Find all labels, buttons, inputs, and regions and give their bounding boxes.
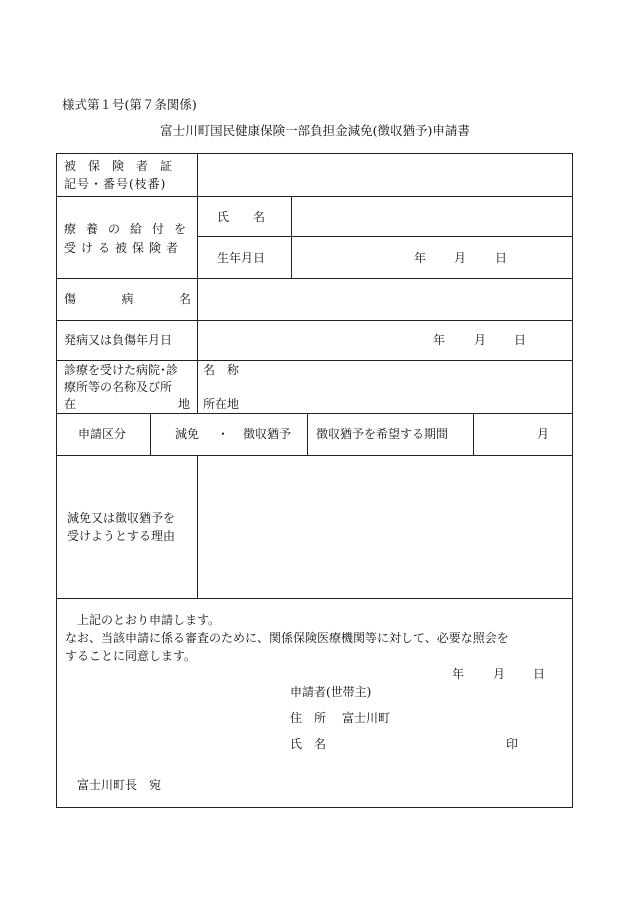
- application-type-label: 申請区分: [78, 427, 127, 441]
- recipient-label: 療養の給付を: [64, 222, 197, 236]
- onset-year-label: 年: [433, 333, 446, 347]
- application-month-label: 月: [493, 667, 506, 681]
- column-divider: [150, 413, 151, 455]
- recipient-name-field[interactable]: [293, 198, 569, 234]
- applicant-name-field[interactable]: [327, 733, 497, 753]
- form-number: 様式第１号(第７条関係): [62, 97, 197, 112]
- application-year-label: 年: [452, 667, 465, 681]
- hospital-address-field[interactable]: [247, 388, 569, 412]
- row-divider: [57, 455, 572, 456]
- row-divider: [57, 196, 572, 197]
- recipient-dob-field[interactable]: [293, 238, 569, 276]
- hospital-name-field[interactable]: [247, 362, 569, 386]
- reason-label-line2: 受けようとする理由: [67, 529, 176, 543]
- row-divider: [57, 413, 572, 414]
- application-form-table: [56, 153, 573, 808]
- illness-label: 傷 病 名: [64, 292, 191, 306]
- hospital-address-label: 所在地: [203, 397, 240, 411]
- dob-month-label: 月: [454, 251, 467, 265]
- application-day-label: 日: [533, 667, 546, 681]
- addressee: 富士川町長 宛: [77, 778, 162, 792]
- deferral-period-unit: 月: [537, 427, 550, 441]
- recipient-dob-label: 生年月日: [217, 251, 266, 265]
- dob-day-label: 日: [495, 251, 508, 265]
- recipient-sublabel: 受ける被保険者: [64, 241, 184, 255]
- deferral-period-field[interactable]: [475, 415, 531, 453]
- row-divider: [57, 278, 572, 279]
- applicant-address-label: 住 所: [290, 711, 327, 725]
- dob-year-label: 年: [414, 251, 427, 265]
- hospital-name-label: 名 称: [203, 363, 240, 377]
- label-column-divider: [197, 154, 198, 413]
- onset-month-label: 月: [474, 333, 487, 347]
- reason-field[interactable]: [199, 457, 569, 596]
- insured-number-sublabel: 記号・番号(枝番): [64, 177, 167, 191]
- applicant-address-field[interactable]: [395, 707, 565, 727]
- hospital-label-line3-left: 在: [64, 397, 77, 411]
- hospital-label-line3-right: 地: [178, 397, 191, 411]
- applicant-label: 申請者(世帯主): [290, 685, 372, 699]
- declaration-text: 上記のとおり申請します。: [77, 613, 221, 627]
- option-exemption[interactable]: 減免: [175, 427, 200, 441]
- row-divider: [197, 236, 572, 237]
- row-divider: [57, 320, 572, 321]
- hospital-label-line2: 療所等の名称及び所: [64, 380, 173, 394]
- deferral-period-label: 徴収猶予を希望する期間: [316, 427, 449, 441]
- recipient-name-label: 氏 名: [217, 210, 266, 224]
- applicant-address-value: 富士川町: [342, 711, 391, 725]
- seal-mark: 印: [506, 737, 519, 751]
- row-divider: [57, 360, 572, 361]
- insured-number-label: 被保険者証: [64, 159, 185, 173]
- illness-field[interactable]: [199, 280, 569, 318]
- onset-date-field[interactable]: [199, 322, 569, 358]
- reason-label: 減免又は徴収猶予を: [67, 511, 176, 525]
- declaration-text-line2: なお、当該申請に係る審査のために、関係保険医療機関等に対して、必要な照会を: [65, 631, 509, 645]
- row-divider: [57, 598, 572, 599]
- applicant-name-label: 氏 名: [290, 737, 327, 751]
- column-divider: [197, 455, 198, 598]
- option-deferral[interactable]: 徴収猶予: [243, 427, 292, 441]
- column-divider: [473, 413, 474, 455]
- column-divider: [307, 413, 308, 455]
- option-separator: ・: [217, 427, 230, 441]
- hospital-label: 診療を受けた病院･診: [64, 363, 179, 377]
- column-divider: [291, 196, 292, 278]
- document-title: 富士川町国民健康保険一部負担金減免(徴収猶予)申請書: [160, 123, 470, 138]
- onset-day-label: 日: [514, 333, 527, 347]
- insured-number-field[interactable]: [199, 156, 569, 194]
- declaration-text-line3: することに同意します。: [65, 649, 197, 663]
- onset-date-label: 発病又は負傷年月日: [64, 333, 173, 347]
